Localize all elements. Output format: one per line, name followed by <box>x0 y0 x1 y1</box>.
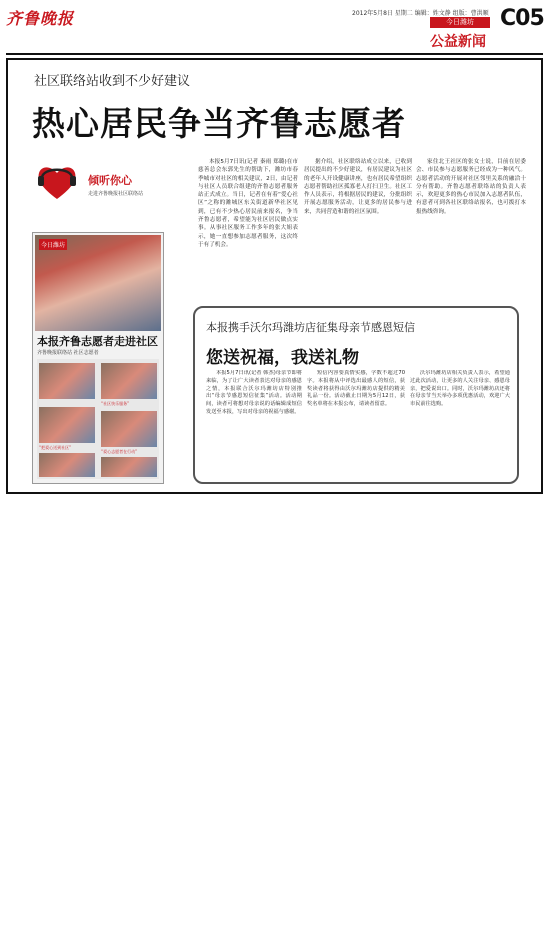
article-headline: 热心居民争当齐鲁志愿者 <box>32 104 406 143</box>
heart-headphones-icon <box>36 162 78 202</box>
inset-subtitle: 齐鲁晚报联络站 社区志愿者 <box>37 350 99 356</box>
photo-caption: “爱心志愿者在行动” <box>101 449 138 454</box>
logo-subtitle: 走进齐鲁晚报社区联络站 <box>88 191 144 197</box>
sub-article-column <box>410 370 510 480</box>
article-kicker: 社区联络站收到不少好建议 <box>34 74 191 89</box>
inset-photo-grid <box>37 359 159 479</box>
page-number: C05 <box>500 6 544 31</box>
photo-caption: “把爱心送到社区” <box>39 445 72 450</box>
volunteers-photo <box>35 235 161 331</box>
article-column <box>416 158 526 276</box>
photo-caption: “社区快乐服务” <box>101 401 130 406</box>
section-tag: 今日潍坊 <box>430 17 490 28</box>
masthead: 齐鲁晚报 <box>6 9 75 28</box>
sub-article-column <box>307 370 405 480</box>
column-logo <box>26 150 158 228</box>
section-title: 公益新闻 <box>430 34 486 50</box>
logo-title: 倾听你心 <box>88 174 132 187</box>
sub-article-kicker: 本报携手沃尔玛潍坊店征集母亲节感恩短信 <box>206 321 415 334</box>
sub-article-paragraph: 沃尔玛潍坊店相关负责人表示，希望通过此次活动，让更多的人关注母亲、感恩母亲，把爱说出口。同时，沃尔玛潍坊店还将在母亲节当天举办多项优惠活动，欢迎广大市民前往选购。 <box>410 370 510 408</box>
inset-photo <box>101 411 157 447</box>
article-column <box>198 158 298 276</box>
inset-photo <box>39 363 95 399</box>
article-paragraph: 家住北王社区的张女士说，目前在居委会、市民参与志愿服务已经成为一种风气。志愿者活动的开展对社区邻里关系的融洽十分有帮助。齐鲁志愿者联络站的负责人表示，欢迎更多的热心市民加入志愿者队伍，有意者可到各社区联络站报名，也可拨打本报热线咨询。 <box>416 159 526 215</box>
sub-article-paragraph: 短信内容要真情实感，字数不超过70字。本报将从中评选出最感人的短信，获奖读者将获得由沃尔玛潍坊店提供的精美礼品一份。活动截止日期为5月12日，获奖名单将在本报公布，请读者留意。 <box>307 370 405 408</box>
sub-article-paragraph: 本报5月7日讯(记者 韩杰)母亲节即将来临，为了让广大读者表达对母亲的感恩之情，本报联合沃尔玛潍坊店特别推出“母亲节感恩短信征集”活动。活动期间，读者可将想对母亲说的话编辑成短信发送至本报，写出对母亲的祝福与感谢。 <box>206 370 302 415</box>
inset-title: 本报齐鲁志愿者走进社区 <box>37 335 158 348</box>
article-column <box>304 158 412 276</box>
sub-article-column <box>206 370 302 480</box>
inset-photo <box>101 363 157 399</box>
inset-photo <box>39 453 95 477</box>
sub-article-headline: 您送祝福，我送礼物 <box>206 348 359 368</box>
inset-photo <box>101 457 157 477</box>
inset-photo <box>39 407 95 443</box>
edition-meta: 2012年5月8日 星期二 编辑：姓文静 组版：曹洪顺 <box>352 10 489 17</box>
article-paragraph: 据介绍，社区联络站成立以来，已收到居民提出的不少好建议，有居民建议为社区的老年人开设健康讲座，也有居民希望组织志愿者帮助社区孤寡老人打扫卫生。社区工作人员表示，将根据居民的建议，分批组织开展志愿服务活动，让更多的居民参与进来，共同营造和谐的社区氛围。 <box>304 159 412 215</box>
header-divider <box>6 53 543 55</box>
article-paragraph: 本报5月7日讯(记者 秦雨 郑璐)在市慈善总会东郭先生的帮助下，潍坊市春季城市对社区的相关建议，2日，由记者与社区人员联合组建的齐鲁志愿者服务站正式成立。当日，记者在有着“爱心社区”之称的潍城区东关街道新华社区见到，已有不少热心居民前来报名，争当齐鲁志愿者，希望能为社区居民做点实事。从事社区服务工作多年的张大姐表示，她一直想参加志愿者服务，这次终于有了机会。 <box>198 159 298 248</box>
photo-badge: 今日潍坊 <box>39 239 67 250</box>
photo-column <box>32 232 164 484</box>
